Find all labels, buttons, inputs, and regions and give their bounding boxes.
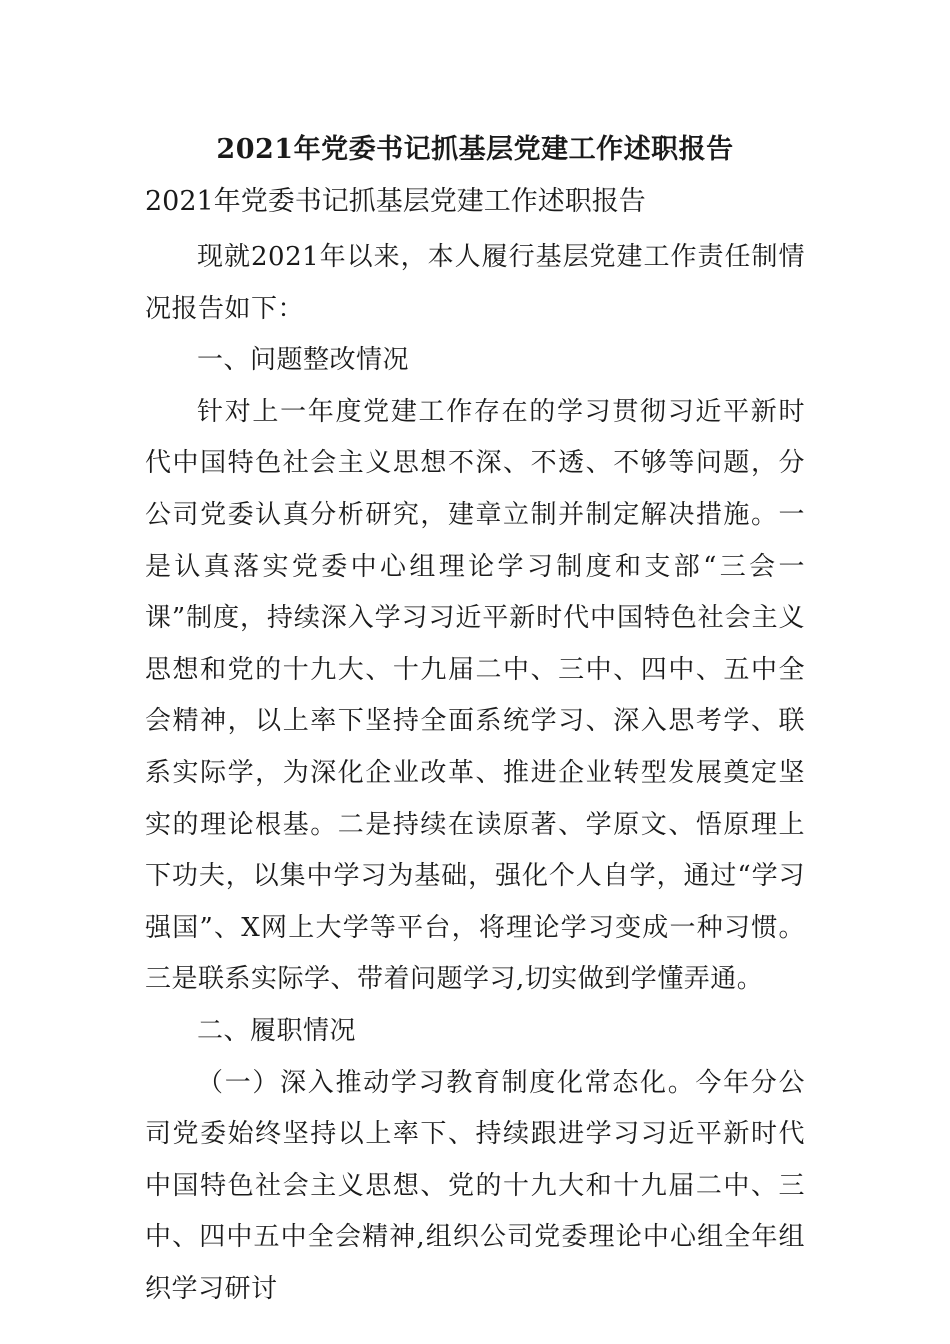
document-body — [145, 232, 805, 1315]
section-1-paragraph: 针对上一年度党建工作存在的学习贯彻习近平新时代中国特色社会主义思想不深、不透、不够等问题，分公司党委认真分析研究，建章立制并制定解决措施。一是认真落实党委中心组理论学习制度和支部“三会一课”制度，持续深入学习习近平新时代中国特色社会主义思想和党的十九大、十九届二中、三中、四中、五中全会精神，以上率下坚持全面系统学习、深入思考学、联系实际学，为深化企业改革、推进企业转型发展奠定坚实的理论根基。二是持续在读原著、学原文、悟原理上下功夫，以集中学习为基础，强化个人自学，通过“学习强国”、X网上大学等平台，将理论学习变成一种习惯。三是联系实际学、带着问题学习,切实做到学懂弄通。 — [145, 396, 805, 995]
document-title: 2021年党委书记抓基层党建工作述职报告 — [216, 134, 734, 165]
document-subtitle: 2021年党委书记抓基层党建工作述职报告 — [145, 186, 646, 217]
section-2-paragraph: （一）深入推动学习教育制度化常态化。今年分公司党委始终坚持以上率下、持续跟进学习习近平新时代中国特色社会主义思想、党的十九大和十九届二中、三中、四中五中全会精神,组织公司党委理论中心组全年组织学习研讨 — [145, 1067, 805, 1304]
section-2-heading: 二、履职情况 — [197, 1015, 357, 1046]
section-1-heading: 一、问题整改情况 — [197, 345, 410, 376]
intro-paragraph: 现就2021年以来，本人履行基层党建工作责任制情况报告如下： — [145, 242, 805, 324]
